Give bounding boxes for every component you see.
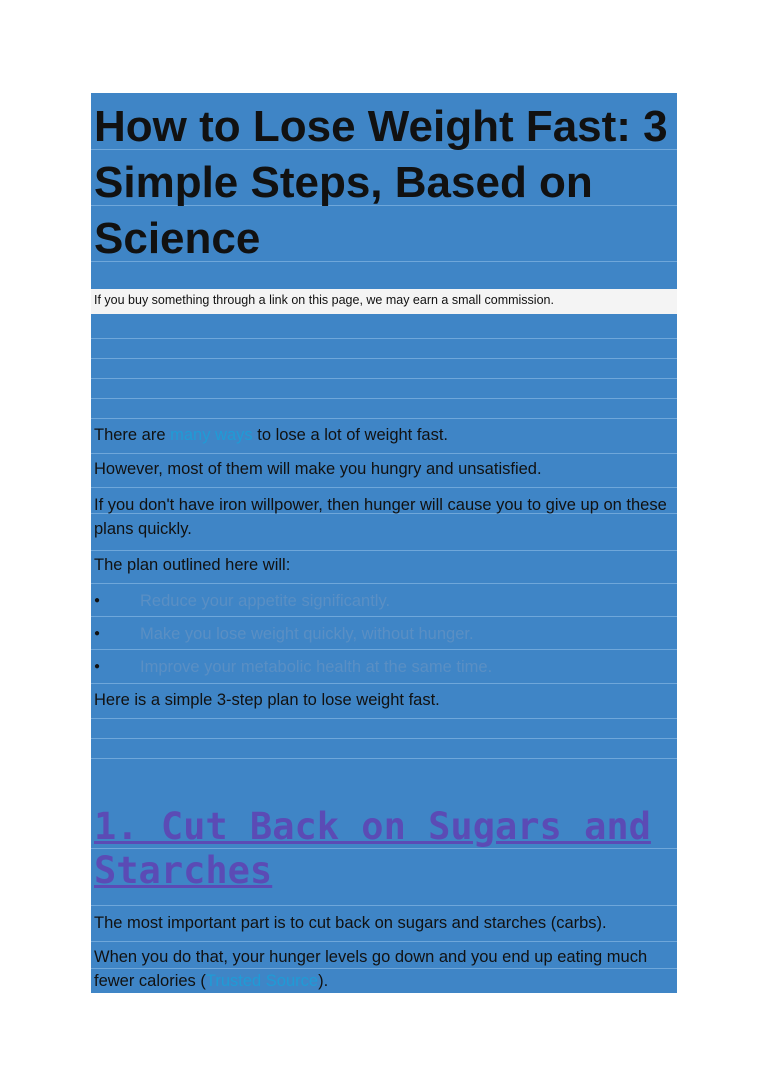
outro-paragraph: Here is a simple 3-step plan to lose weight fast. [94,691,440,709]
text: ). [318,972,329,990]
divider [91,616,677,617]
divider [91,649,677,650]
trusted-source-link[interactable]: Trusted Source [205,972,319,990]
bullet-icon: ● [94,595,101,606]
text: to lose a lot of weight fast. [252,426,449,444]
divider [91,487,677,488]
document-page [91,93,677,993]
divider [91,738,677,739]
article-title: How to Lose Weight Fast: 3 Simple Steps, Based on Science [94,102,668,263]
text: When you do that, your hunger levels go down and you end up eating much fewer calories ( [94,948,648,990]
divider [91,378,677,379]
divider [91,583,677,584]
many-ways-link[interactable]: many ways [170,426,253,444]
intro-paragraph-4: The plan outlined here will: [94,556,291,574]
divider [91,358,677,359]
section-paragraph-1: The most important part is to cut back on sugars and starches (carbs). [94,914,607,932]
bullet-icon: ● [94,661,101,672]
text: There are [94,426,171,444]
section-heading-link[interactable]: 1. Cut Back on Sugars and Starches [94,805,651,892]
section-paragraph-2 [94,945,672,993]
divider [91,941,677,942]
divider [91,418,677,419]
bullet-link[interactable]: Make you lose weight quickly, without hunger. [140,625,474,643]
intro-paragraph-2: However, most of them will make you hungry and unsatisfied. [94,460,542,478]
affiliate-disclaimer-bar [91,289,677,314]
bullet-link[interactable]: Improve your metabolic health at the same time. [140,658,493,676]
divider [91,718,677,719]
divider [91,398,677,399]
divider [91,683,677,684]
bullet-icon: ● [94,628,101,639]
divider [91,758,677,759]
intro-paragraph-1 [94,423,672,447]
bullet-link[interactable]: Reduce your appetite significantly. [140,592,391,610]
affiliate-disclaimer: If you buy something through a link on this page, we may earn a small commission. [94,293,554,307]
divider [91,338,677,339]
divider [91,905,677,906]
intro-paragraph-3: If you don't have iron willpower, then hunger will cause you to give up on these plans quickly. [94,496,667,538]
divider [91,453,677,454]
divider [91,550,677,551]
